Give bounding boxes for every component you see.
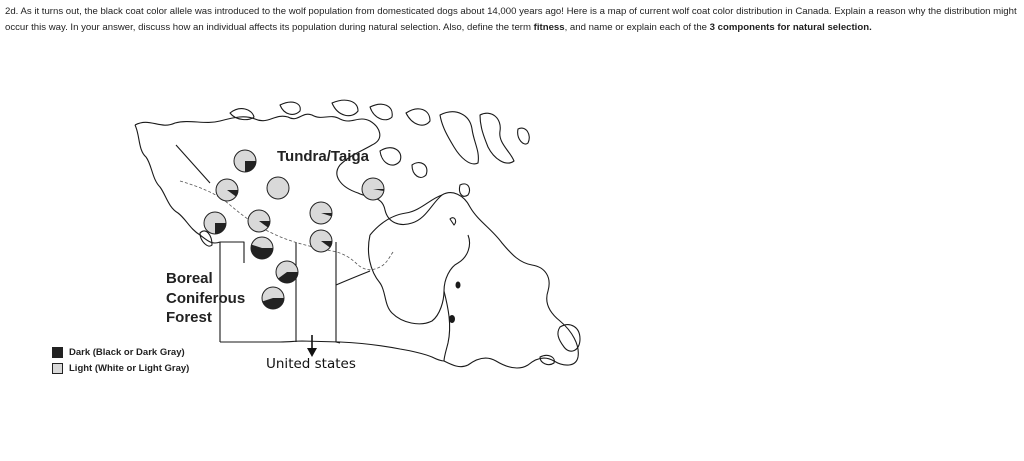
- question-text: [5, 4, 1017, 36]
- site-nwt-1: [310, 202, 332, 224]
- legend-swatch-dark: [52, 347, 63, 358]
- island-5: [406, 109, 430, 125]
- site-nw-2: [216, 179, 238, 201]
- lake-2: [449, 315, 455, 323]
- site-yukon: [267, 177, 289, 199]
- lake-1: [456, 282, 461, 289]
- boreal-line-2: Coniferous: [166, 289, 246, 307]
- island-12: [450, 218, 456, 225]
- question-part-2: , and name or explain each of the: [564, 22, 710, 33]
- site-sask-1: [276, 261, 298, 283]
- site-nunavut: [362, 178, 384, 200]
- region-label-tundra: Tundra/Taiga: [277, 148, 369, 165]
- island-3: [332, 100, 358, 115]
- island-11: [459, 184, 469, 196]
- legend: [52, 344, 189, 376]
- wolf-coat-map: [40, 95, 610, 390]
- border-sk-mb: [336, 242, 340, 343]
- pie-dark-slice: [215, 223, 226, 234]
- legend-label-dark: Dark (Black or Dark Gray): [69, 346, 185, 358]
- island-7: [480, 113, 514, 163]
- island-9: [380, 148, 401, 165]
- island-6: [440, 112, 478, 164]
- region-label-boreal: [166, 269, 245, 328]
- site-bc-north: [248, 210, 270, 232]
- term-components: 3 components for natural selection.: [709, 22, 872, 33]
- island-nf: [558, 325, 580, 352]
- site-alberta: [251, 237, 273, 259]
- legend-swatch-light: [52, 363, 63, 374]
- question-part-1: 2d. As it turns out, the black coat color allele was introduced to the wolf population from domesticated dogs about 14,000 years ago! Here is a map of current wolf coat color distribution in Canada. Explain a reason why the distribution might occur this way. In your answer, discuss how an individual affects its population during natural selection. Also, define the term: [5, 6, 1017, 33]
- island-10: [412, 163, 427, 178]
- site-bc-coast: [204, 212, 226, 234]
- legend-label-light: Light (White or Light Gray): [69, 362, 190, 374]
- pie-dark-slice: [245, 161, 256, 172]
- boreal-line-3: Forest: [166, 309, 212, 326]
- island-8: [518, 128, 530, 144]
- site-sask-2: [262, 287, 284, 309]
- island-2: [280, 102, 300, 114]
- boreal-line-1: Boreal: [166, 270, 213, 287]
- legend-item-dark: [52, 344, 189, 360]
- site-nwt-2: [310, 230, 332, 252]
- term-fitness: fitness: [533, 22, 565, 33]
- country-label-us: United states: [266, 356, 356, 372]
- border-on-qc: [444, 291, 450, 361]
- legend-item-light: [52, 360, 189, 376]
- site-nw-1: [234, 150, 256, 172]
- hudson-bay: [368, 195, 469, 324]
- pie-light-slice: [267, 177, 289, 199]
- border-mb-on: [336, 271, 370, 285]
- border-alaska: [176, 145, 210, 183]
- island-4: [370, 104, 392, 120]
